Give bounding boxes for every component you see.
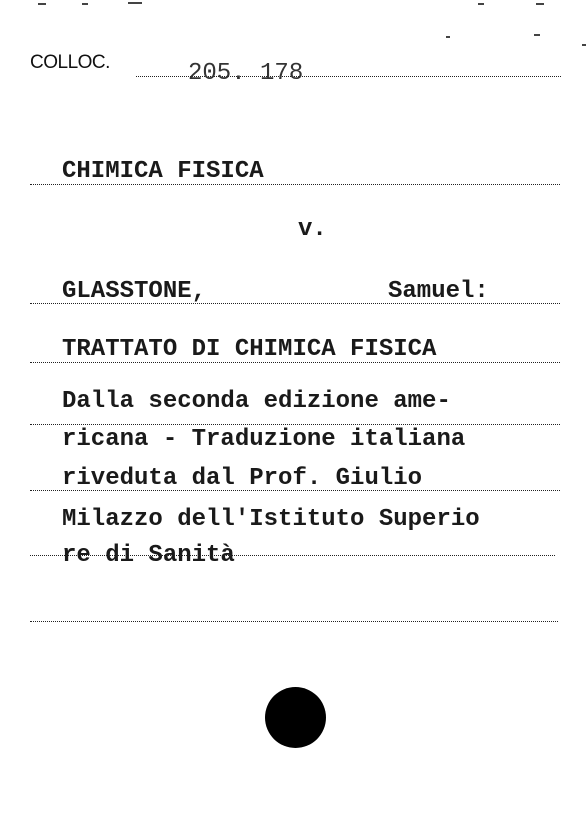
note-rule — [30, 555, 555, 556]
top-edge-mark — [478, 3, 484, 5]
author-surname: GLASSTONE, — [62, 278, 207, 305]
colloc-label: COLLOC. — [30, 52, 110, 73]
top-edge-mark — [534, 34, 540, 36]
subject-heading: CHIMICA FISICA — [62, 158, 264, 185]
top-edge-mark — [38, 3, 46, 5]
author-given-name: Samuel: — [388, 278, 489, 305]
top-edge-mark — [128, 2, 142, 4]
top-edge-mark — [582, 44, 586, 46]
blank-rule — [30, 621, 558, 622]
note-rule — [30, 424, 560, 425]
top-edge-mark — [82, 3, 88, 5]
title-rule — [30, 362, 560, 363]
author-rule — [30, 303, 560, 304]
punch-hole — [265, 687, 326, 748]
book-title: TRATTATO DI CHIMICA FISICA — [62, 336, 437, 363]
note-line: ricana - Traduzione italiana — [62, 426, 466, 453]
note-line: Milazzo dell'Istituto Superio — [62, 506, 480, 533]
see-reference: v. — [298, 216, 327, 243]
colloc-number: 205. 178 — [188, 60, 304, 87]
top-edge-mark — [536, 3, 544, 5]
note-line: riveduta dal Prof. Giulio — [62, 465, 423, 492]
note-line: Dalla seconda edizione ame- — [62, 388, 451, 415]
subject-rule — [30, 184, 560, 185]
top-edge-mark — [446, 36, 450, 38]
note-line: re di Sanità — [62, 542, 235, 569]
